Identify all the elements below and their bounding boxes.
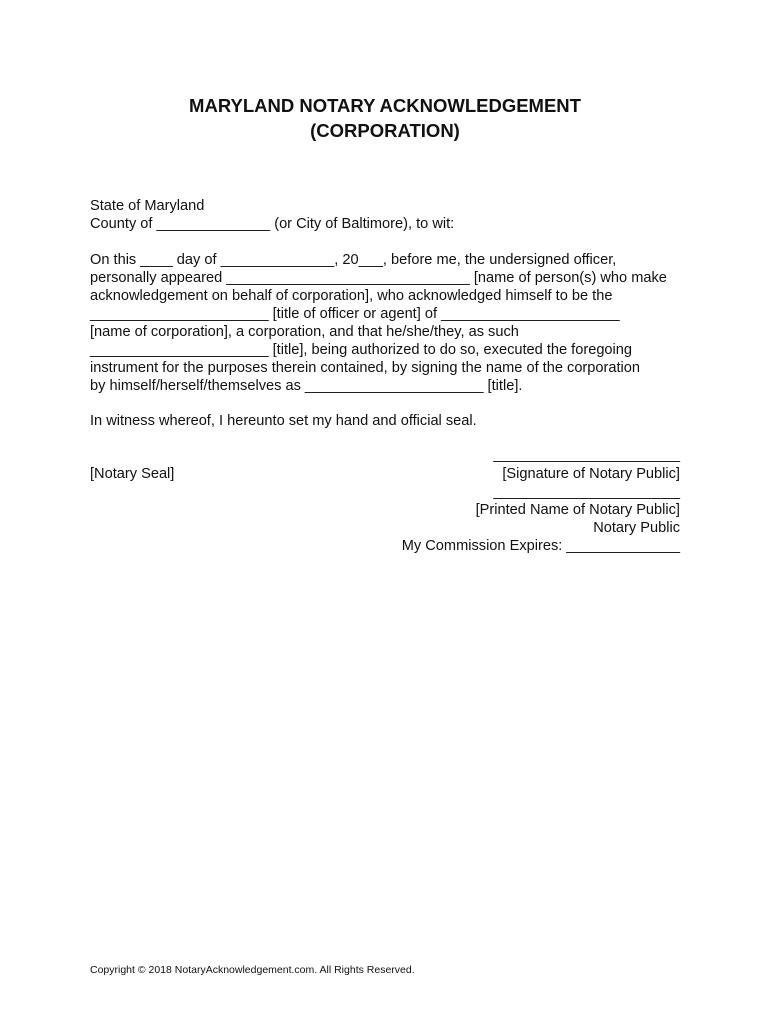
body-line-2: personally appeared ______________________________ [name of person(s) who make [90,270,667,286]
document-title [0,93,770,143]
title-line-2: (CORPORATION) [310,120,460,141]
notary-seal-label: [Notary Seal] [90,466,175,482]
signature-line: _______________________ [493,447,680,463]
body-line-7: instrument for the purposes therein contained, by signing the name of the corporation [90,360,641,376]
commission-expires: My Commission Expires: ______________ [401,538,680,554]
signature-label: [Signature of Notary Public] [502,466,680,482]
printed-name-line: _______________________ [493,484,680,500]
body-line-1: On this ____ day of ______________, 20___, before me, the undersigned officer, [90,252,617,268]
title-line-1: MARYLAND NOTARY ACKNOWLEDGEMENT [189,95,581,116]
body-line-5: [name of corporation], a corporation, and that he/she/they, as such [90,324,519,340]
body-line-3: acknowledgement on behalf of corporation], who acknowledged himself to be the [90,288,613,304]
state-line: State of Maryland [90,198,205,214]
notary-public-label: Notary Public [593,520,680,536]
body-line-4: ______________________ [title of officer or agent] of ______________________ [90,306,620,322]
printed-name-label: [Printed Name of Notary Public] [475,502,680,518]
county-line: County of ______________ (or City of Baltimore), to wit: [90,216,455,232]
copyright-footer: Copyright © 2018 NotaryAcknowledgement.com. All Rights Reserved. [90,964,415,976]
body-line-6: ______________________ [title], being authorized to do so, executed the foregoing [90,342,633,358]
body-line-8: by himself/herself/themselves as ______________________ [title]. [90,378,523,394]
witness-statement: In witness whereof, I hereunto set my hand and official seal. [90,413,477,429]
